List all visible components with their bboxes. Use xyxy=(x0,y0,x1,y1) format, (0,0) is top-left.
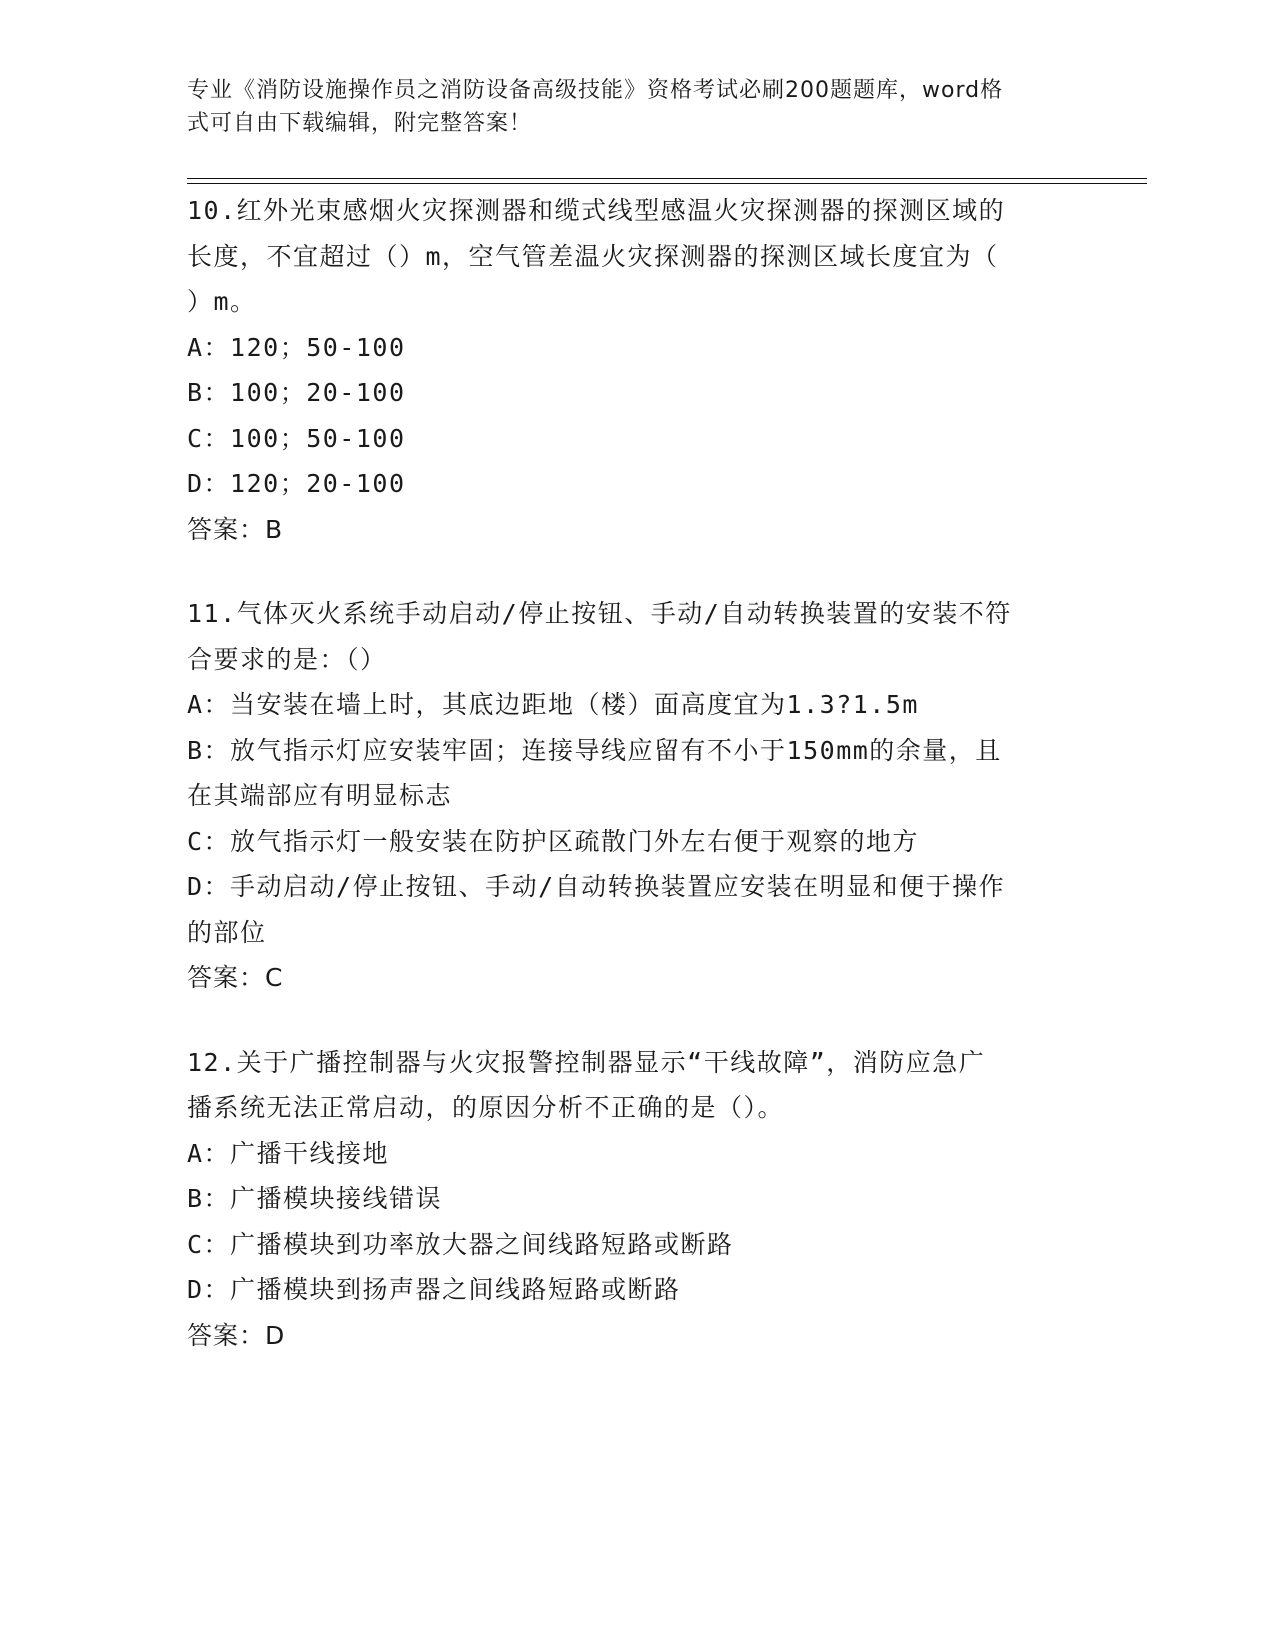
answer-label: 答案：C xyxy=(187,963,284,992)
option-c: C：100；50-100 xyxy=(187,423,406,453)
option-a: A：广播干线接地 xyxy=(187,1138,390,1168)
answer-label: 答案：B xyxy=(187,514,284,544)
document-header xyxy=(187,74,1067,140)
answer-label: 答案：D xyxy=(187,1320,286,1350)
question-stem-line: 播系统无法正常启动，的原因分析不正确的是（）。 xyxy=(187,1093,785,1122)
option-b: B：放气指示灯应安装牢固；连接导线应留有不小于150mm的余量，且 xyxy=(187,735,1002,765)
question-12 xyxy=(187,1040,1087,1359)
option-c: C：放气指示灯一般安装在防护区疏散门外左右便于观察的地方 xyxy=(187,826,920,856)
question-stem-line: 10.红外光束感烟火灾探测器和缆式线型感温火灾探测器的探测区域的 xyxy=(187,196,1006,225)
option-b: B：广播模块接线错误 xyxy=(187,1184,443,1213)
question-stem-line: 长度，不宜超过（）m，空气管差温火灾探测器的探测区域长度宜为（ xyxy=(187,241,999,271)
option-d: D：广播模块到扬声器之间线路短路或断路 xyxy=(187,1275,681,1304)
option-b: B：100；20-100 xyxy=(187,378,406,407)
question-stem-line: 合要求的是：（） xyxy=(187,644,387,674)
option-d: D：120；20-100 xyxy=(187,469,406,498)
header-line-2: 式可自由下载编辑，附完整答案！ xyxy=(187,111,533,136)
header-divider-top xyxy=(187,178,1147,179)
header-line-1: 专业《消防设施操作员之消防设备高级技能》资格考试必刷200题题库，word格 xyxy=(187,78,1004,103)
question-stem-line: ）m。 xyxy=(187,287,257,316)
header-divider-bottom xyxy=(187,183,1147,184)
question-11 xyxy=(187,591,1087,1001)
question-list xyxy=(187,188,1087,1397)
question-10 xyxy=(187,188,1087,552)
option-a: A：120；50-100 xyxy=(187,332,406,362)
option-d: D：手动启动/停止按钮、手动/自动转换装置应安装在明显和便于操作 xyxy=(187,872,1006,901)
option-a: A：当安装在墙上时，其底边距地（楼）面高度宜为1.3?1.5m xyxy=(187,690,919,719)
question-stem-line: 12.关于广播控制器与火灾报警控制器显示“干线故障”，消防应急广 xyxy=(187,1047,986,1077)
option-c: C：广播模块到功率放大器之间线路短路或断路 xyxy=(187,1229,734,1259)
option-d-continued: 的部位 xyxy=(187,917,267,947)
option-b-continued: 在其端部应有明显标志 xyxy=(187,781,453,810)
question-stem-line: 11.气体灭火系统手动启动/停止按钮、手动/自动转换装置的安装不符 xyxy=(187,599,1012,628)
